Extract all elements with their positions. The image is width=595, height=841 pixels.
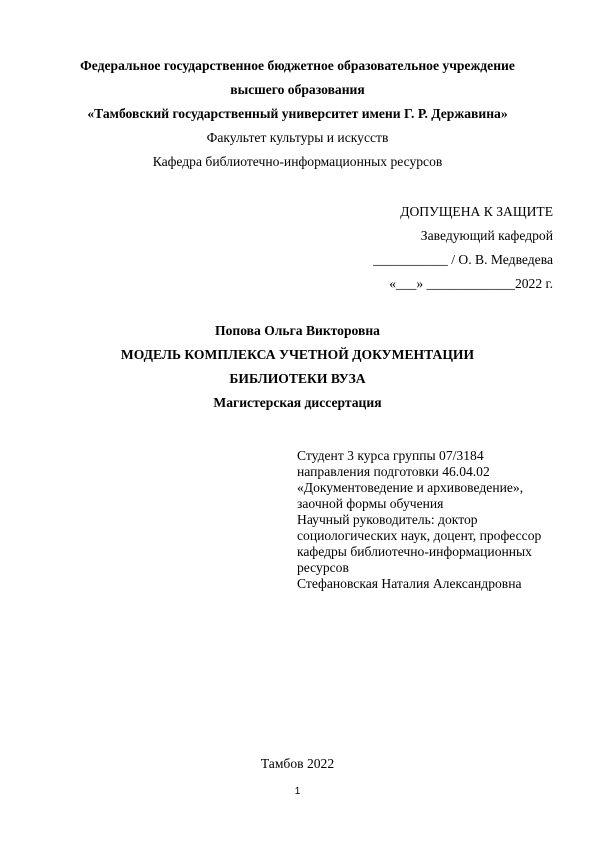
page-number: 1 bbox=[294, 786, 301, 797]
student-info-block bbox=[297, 448, 557, 592]
org-line-1: Федеральное государственное бюджетное образовательное учреждение bbox=[80, 58, 515, 73]
thesis-type: Магистерская диссертация bbox=[213, 395, 382, 410]
student-info-line: направления подготовки 46.04.02 bbox=[297, 464, 490, 479]
thesis-title-line-1: МОДЕЛЬ КОМПЛЕКСА УЧЕТНОЙ ДОКУМЕНТАЦИИ bbox=[120, 347, 475, 362]
student-info-line: заочной формы обучения bbox=[297, 496, 444, 511]
student-info-line: Научный руководитель: доктор bbox=[297, 512, 478, 527]
org-line-2: высшего образования bbox=[230, 82, 365, 97]
author-name: Попова Ольга Викторовна bbox=[215, 323, 380, 338]
student-info-line: «Документоведение и архивоведение», bbox=[297, 480, 524, 495]
thesis-title-line-2: БИБЛИОТЕКИ ВУЗА bbox=[229, 371, 366, 386]
approval-signature-line: ___________ / О. В. Медведева bbox=[373, 252, 553, 267]
approval-date-line: «___» _____________2022 г. bbox=[389, 276, 553, 291]
city-year: Тамбов 2022 bbox=[260, 756, 335, 771]
approval-role: Заведующий кафедрой bbox=[420, 228, 553, 243]
department-name: Кафедра библиотечно-информационных ресурсов bbox=[152, 154, 443, 169]
student-info-line: кафедры библиотечно-информационных bbox=[297, 544, 532, 559]
approval-status: ДОПУЩЕНА К ЗАЩИТЕ bbox=[400, 204, 553, 219]
faculty-name: Факультет культуры и искусств bbox=[206, 130, 389, 145]
student-info-line: Стефановская Наталия Александровна bbox=[297, 576, 522, 591]
university-name: «Тамбовский государственный университет имени Г. Р. Державина» bbox=[87, 106, 508, 121]
student-info-line: социологических наук, доцент, профессор bbox=[297, 528, 542, 543]
student-info-line: ресурсов bbox=[297, 560, 349, 575]
student-info-line: Студент 3 курса группы 07/3184 bbox=[297, 448, 484, 463]
